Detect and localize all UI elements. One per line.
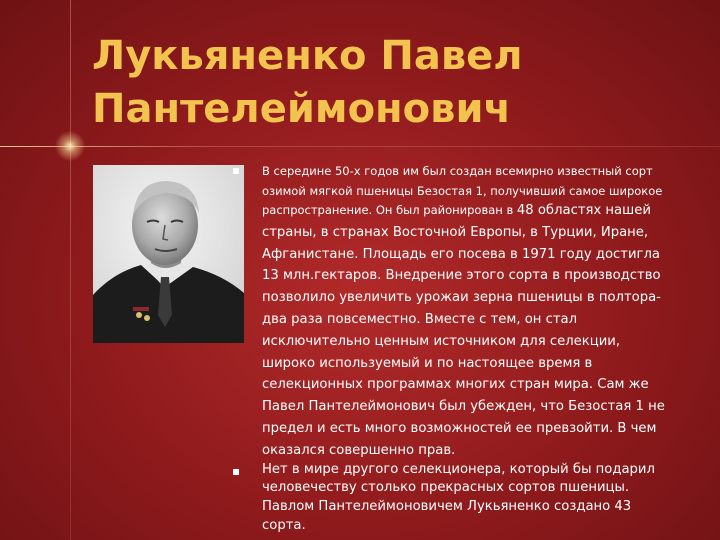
title-line-2: Пантелеймонович: [92, 86, 511, 132]
paragraph-1-rest: 48 областях нашей страны, в странах Восточной Европы, в Турции, Иране, Афганистане. Площадь его посева в 1971 году достигла 13 млн.гектаров. Внедрение этого сорта в производство позволило увеличить урожаи зерна пшеницы в полтора-два раза повсеместно. Вместе с тем, он стал исключительно ценным источником для селекции, широко используемый и по настоящее время в селекционных программах многих стран мира. Сам же Павел Пантелеймонович был убежден, что Безостая 1 не предел и есть много возможностей ее превзойти. В чем оказался совершенно прав.: [262, 203, 665, 458]
decorative-vertical-line: [70, 0, 71, 540]
bullet-list: [252, 160, 672, 536]
title-line-1: Лукьяненко Павел: [92, 33, 523, 79]
decorative-sparkle-icon: [52, 128, 88, 164]
paragraph-2: Нет в мире другого селекционера, который бы подарил человечеству столько прекрасных сортов пшеницы. Павлом Пантелеймоновичем Лукьяненко создано 43 сорта.: [262, 461, 655, 533]
bullet-square-icon: [233, 168, 239, 174]
slide-title: [92, 30, 692, 136]
bullet-square-icon: [233, 469, 239, 475]
portrait-photo: [93, 165, 244, 343]
list-item: [252, 461, 672, 536]
paragraph-1-start: В середине 50-х годов им был создан всемирно известный сорт озимой мягкой пшеницы Безостая 1, получивший самое широкое распространение. Он был районирован в: [262, 164, 663, 217]
decorative-horizontal-line: [0, 146, 720, 147]
list-item: [252, 160, 672, 461]
